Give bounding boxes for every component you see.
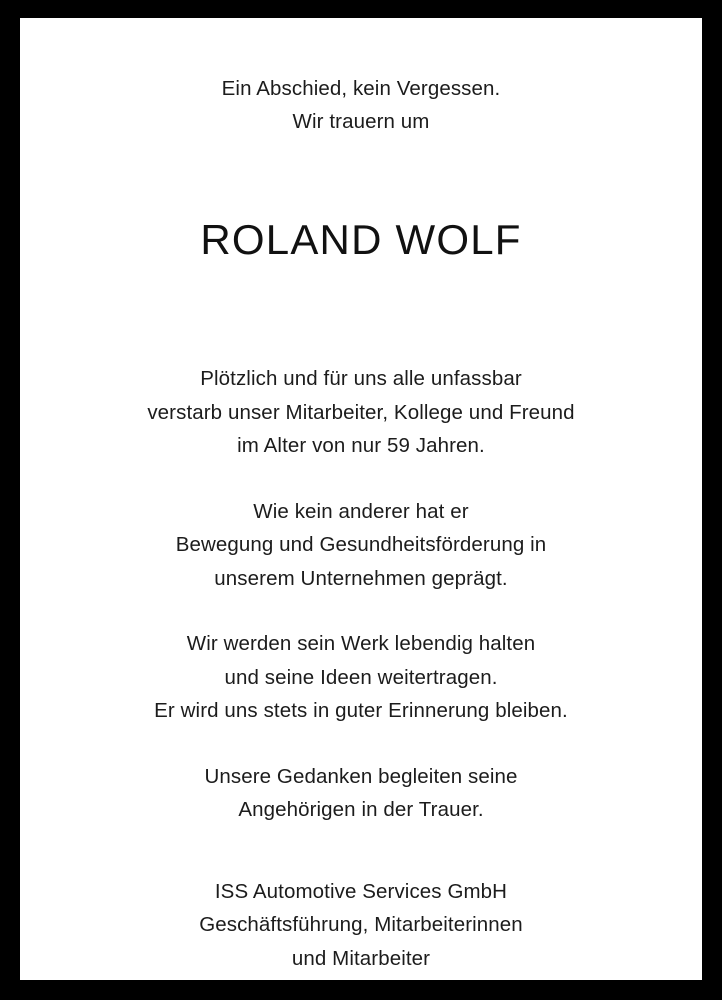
paragraph-3-line-1: Wir werden sein Werk lebendig halten: [186, 632, 536, 656]
intro-text: [222, 72, 501, 138]
paragraph-1-line-1: Plötzlich und für uns alle unfassbar: [200, 367, 522, 391]
obituary-notice-card: [20, 18, 702, 980]
paragraph-tribute: [176, 495, 547, 596]
signature-block: [199, 875, 523, 976]
paragraph-circumstances: [147, 362, 574, 463]
paragraph-1-line-2: verstarb unser Mitarbeiter, Kollege und Freund: [147, 400, 575, 424]
paragraph-4-line-1: Unsere Gedanken begleiten seine: [204, 764, 518, 788]
paragraph-2-line-3: unserem Unternehmen geprägt.: [214, 566, 508, 590]
signature-line-2: Geschäftsführung, Mitarbeiterinnen: [199, 913, 523, 937]
signature-company: ISS Automotive Services GmbH: [214, 879, 508, 903]
paragraph-1-line-3: im Alter von nur 59 Jahren.: [237, 434, 485, 458]
paragraph-4-line-2: Angehörigen in der Trauer.: [238, 798, 484, 822]
paragraph-3-line-3: Er wird uns stets in guter Erinnerung bleiben.: [154, 699, 568, 723]
intro-line-1: Ein Abschied, kein Vergessen.: [221, 77, 501, 100]
paragraph-condolences: [204, 760, 517, 827]
paragraph-legacy: [154, 627, 568, 728]
paragraph-2-line-1: Wie kein anderer hat er: [253, 499, 469, 523]
paragraph-2-line-2: Bewegung und Gesundheitsförderung in: [175, 533, 547, 557]
paragraph-3-line-2: und seine Ideen weitertragen.: [224, 665, 498, 689]
signature-line-3: und Mitarbeiter: [291, 946, 431, 970]
deceased-name: ROLAND WOLF: [200, 216, 522, 263]
intro-line-2: Wir trauern um: [292, 110, 430, 133]
